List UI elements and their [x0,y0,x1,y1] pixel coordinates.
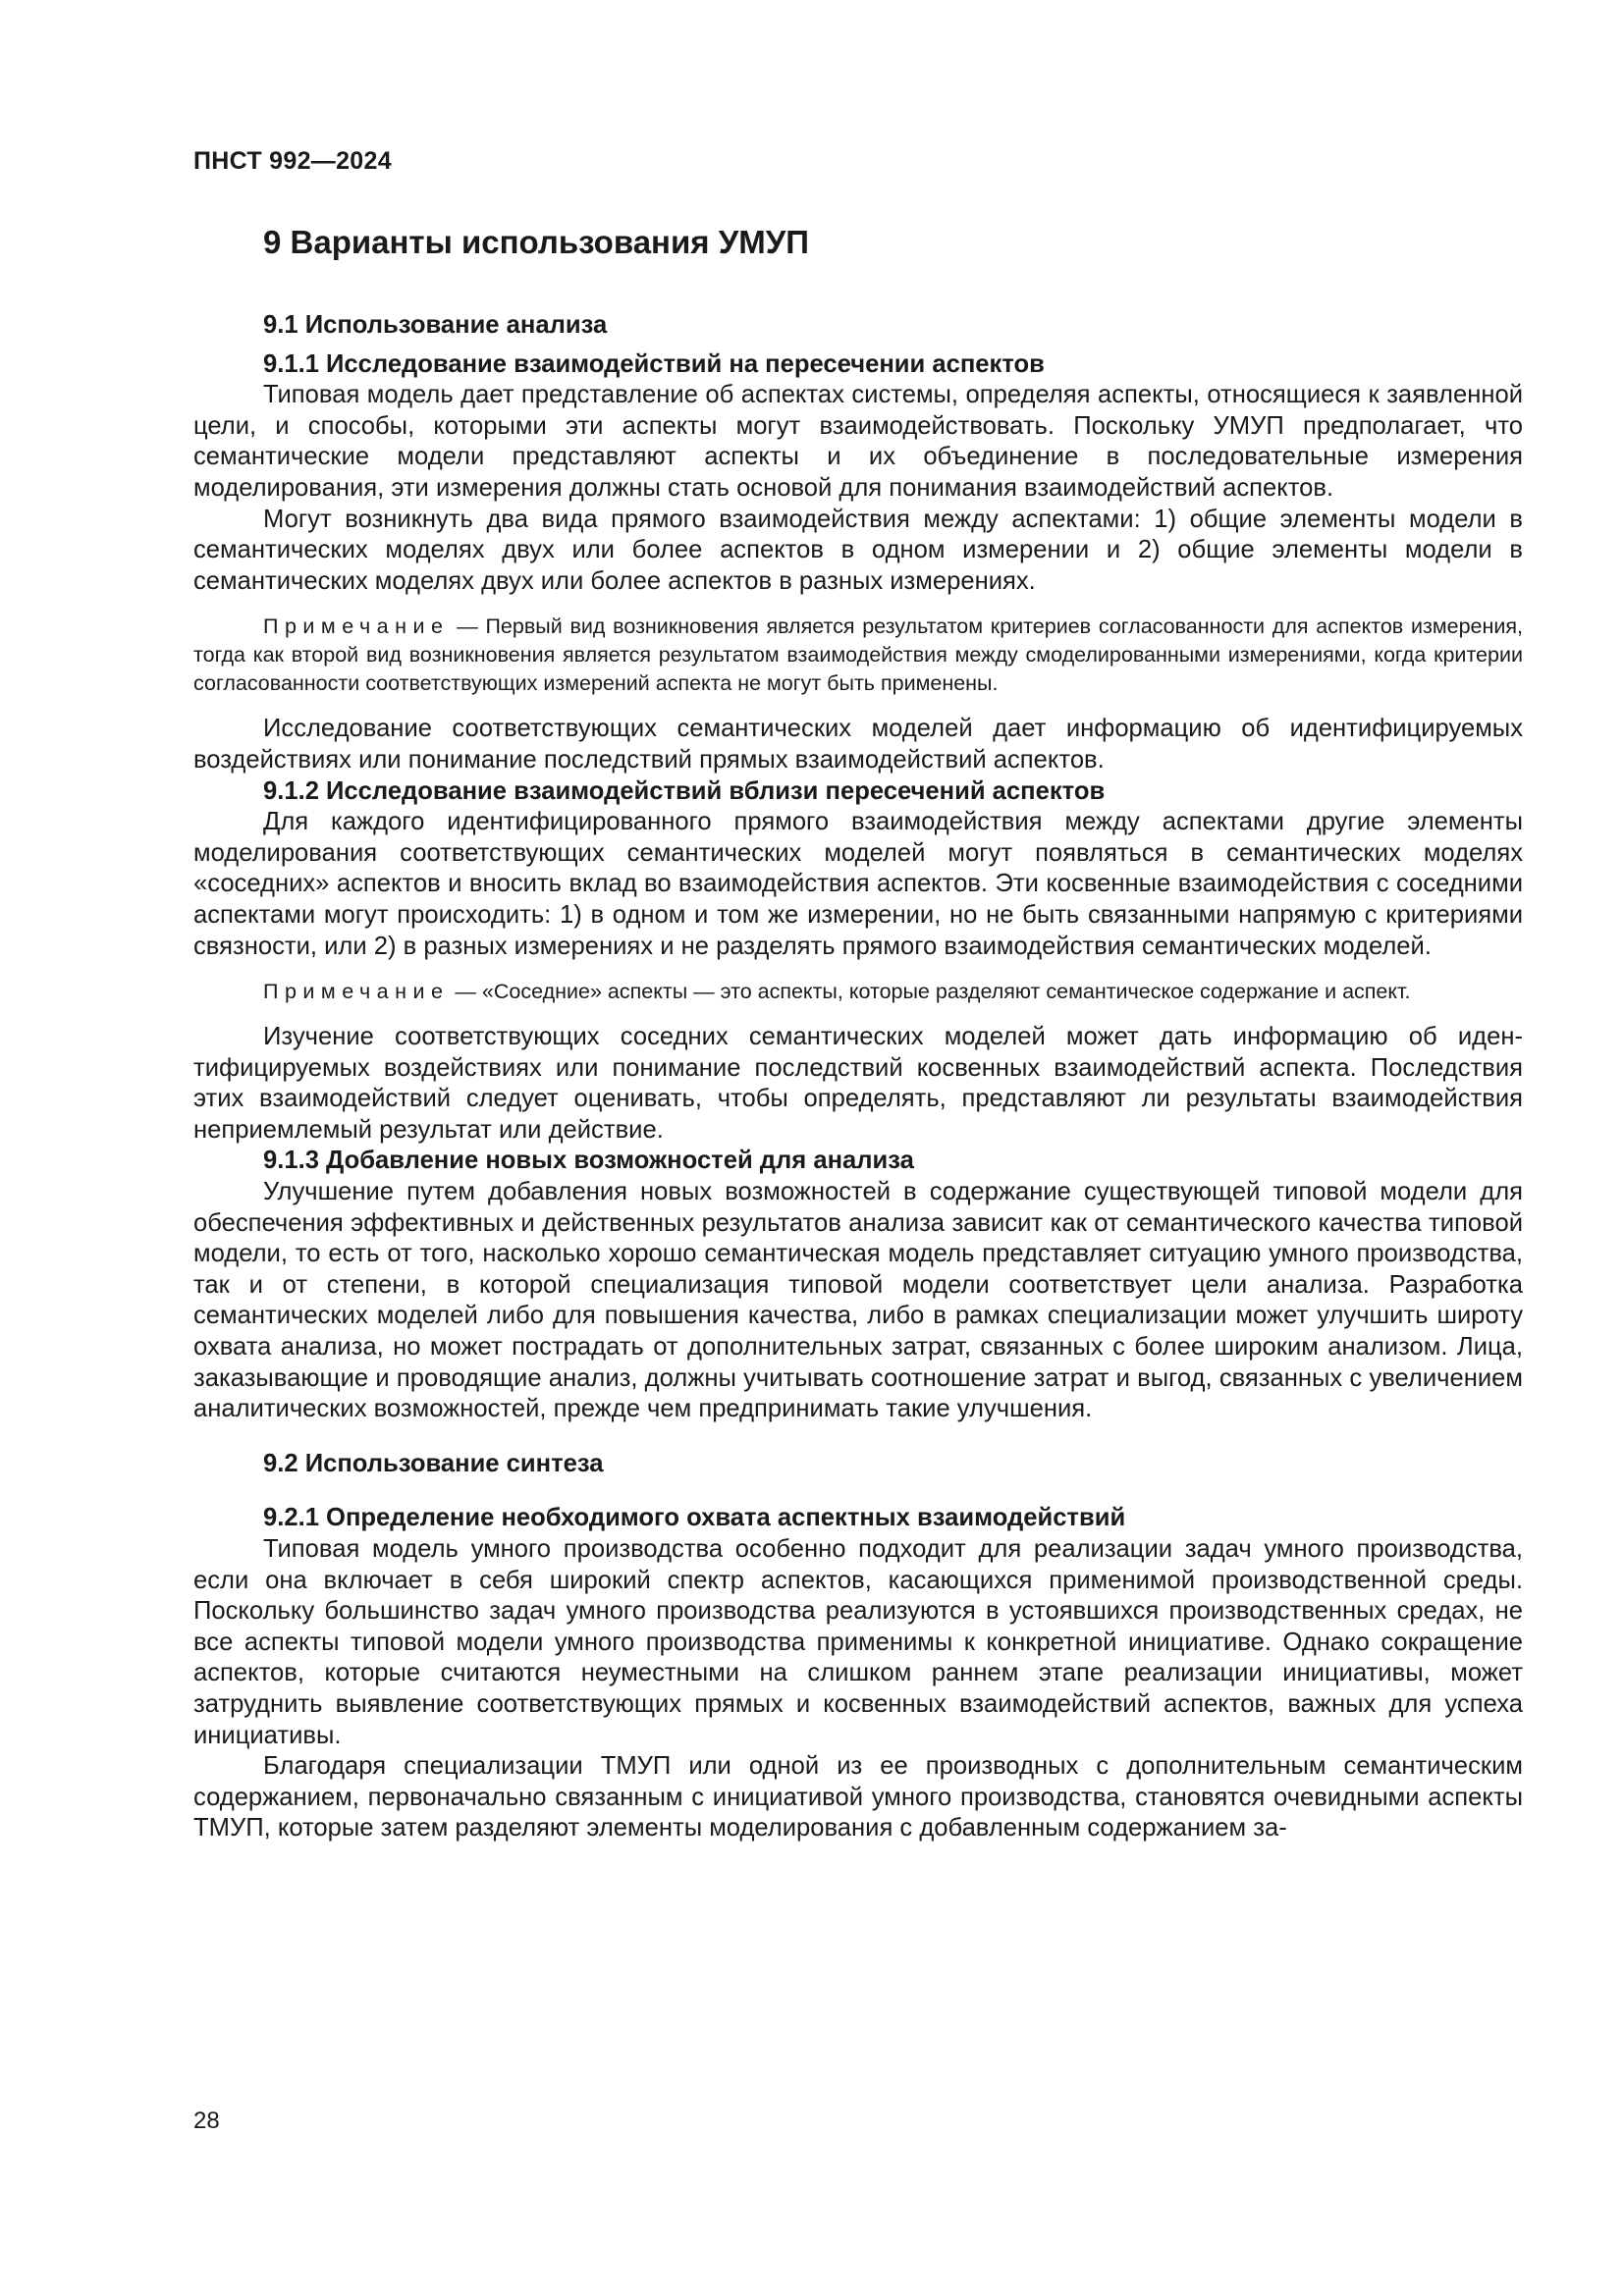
paragraph: Благодаря специализации ТМУП или одной из ее производных с дополнительным семантическим содержанием, первоначально связанным с инициативой умного производства, становятся очевидными аспекты ТМУП, которые затем разделяют элементы моделирования с добавленным содержанием за- [193,1752,1523,1842]
clause-heading-9-2-1: 9.2.1 Определение необходимого охвата аспектных взаимодействий [263,1504,1126,1532]
note [193,978,1523,1006]
document-body [193,310,1523,1844]
clause-heading-9-1-2: 9.1.2 Исследование взаимодействий вблизи пересечений аспектов [263,776,1106,805]
note-text: — «Соседние» аспекты — это аспекты, которые разделяют семантическое содержание и аспект. [449,980,1411,1004]
note [193,613,1523,698]
paragraph: Могут возникнуть два вида прямого взаимодействия между аспектами: 1) общие элементы модели в семантических моделях двух или более аспектов в одном измерении и 2) общие элементы модели в семантических моделях двух или более аспектов в разных измерениях. [193,505,1523,595]
subsection-heading-9-2: 9.2 Использование синтеза [263,1449,604,1477]
clause-heading-9-1-1: 9.1.1 Исследование взаимодействий на пересечении аспектов [263,349,1045,378]
paragraph: Для каждого идентифицированного прямого взаимодействия между аспектами другие элементы моделирования соответствующих семантических моделей могут появляться в семантических моделях «соседних» аспектов и вносить вклад во взаимодействия аспектов. Эти косвенные взаимодействия с соседними аспектами могут происходить: 1) в одном и том же измерении, но не быть связанными напрямую с критериями связности, или 2) в разных измерениях и не разделять прямого взаимодействия семантических моделей. [193,808,1523,960]
paragraph: Исследование соответствующих семантических моделей дает информацию об идентифицируемых воздействиях или понимание последствий прямых взаимодействий аспектов. [193,715,1523,774]
paragraph: Улучшение путем добавления новых возможностей в содержание существующей типовой модели для обеспечения эффективных и действенных результатов анализа зависит как от семантического качества типовой модели, то есть от того, насколько хорошо семантическая модель представляет ситуацию умного производства, так и от степени, в которой специализация типовой модели соответствует цели анализа. Разработка семантических моделей либо для повышения качества, либо в рамках специализации может улучшить широту охвата анализа, но может пострадать от дополнительных затрат, связанных с более широким анализом. Лица, заказывающие и проводящие анализ, должны учитывать соотношение затрат и выгод, связанных с увеличением аналитических возможностей, прежде чем предпринимать такие улучшения. [193,1178,1523,1423]
clause-heading-9-1-3: 9.1.3 Добавление новых возможностей для анализа [263,1147,914,1175]
note-label: Примечание [263,980,450,1004]
paragraph: Изучение соответствующих соседних семантических моделей может дать информацию об идентифицируемых воздействиях или понимание последствий косвенных взаимодействий аспекта. Последствия этих взаимодействий следует оценивать, чтобы определять, представляют ли результаты взаимодействия неприемлемый результат или действие. [193,1023,1523,1144]
document-code: ПНСТ 992—2024 [193,147,392,175]
page-number: 28 [193,2108,220,2134]
paragraph: Типовая модель умного производства особенно подходит для реализации задач умного производства, если она включает в себя широкий спектр аспектов, касающихся применимой производственной среды. Поскольку большинство задач умного производства реализуются в устоявшихся производственных средах, не все аспекты типовой модели умного производства применимы к конкретной инициативе. Однако сокращение аспектов, которые считаются неуместными на слишком раннем этапе реализации инициативы, может затруднить выявление соответствующих прямых и косвенных взаимодействий аспектов, важных для успеха инициативы. [193,1535,1523,1749]
note-label: Примечание [263,614,450,639]
subsection-heading-9-1: 9.1 Использование анализа [263,311,608,339]
section-title: 9 Варианты использования УМУП [263,224,809,260]
paragraph: Типовая модель дает представление об аспектах системы, определяя аспекты, относящиеся к заявленной цели, и способы, которыми эти аспекты могут взаимодействовать. Поскольку УМУП предполагает, что семантические модели представляют аспекты и их объединение в последовательные измерения моделирования, эти измерения должны стать основой для понимания взаимодействий аспектов. [193,381,1523,502]
note-text: — Первый вид возникновения является результатом критериев согласованности для аспектов измерения, тогда как второй вид возникновения является результатом взаимодействия между смоделированными измерениями, когда критерии согласованности соответствующих измерений аспекта не могут быть применены. [193,614,1523,696]
